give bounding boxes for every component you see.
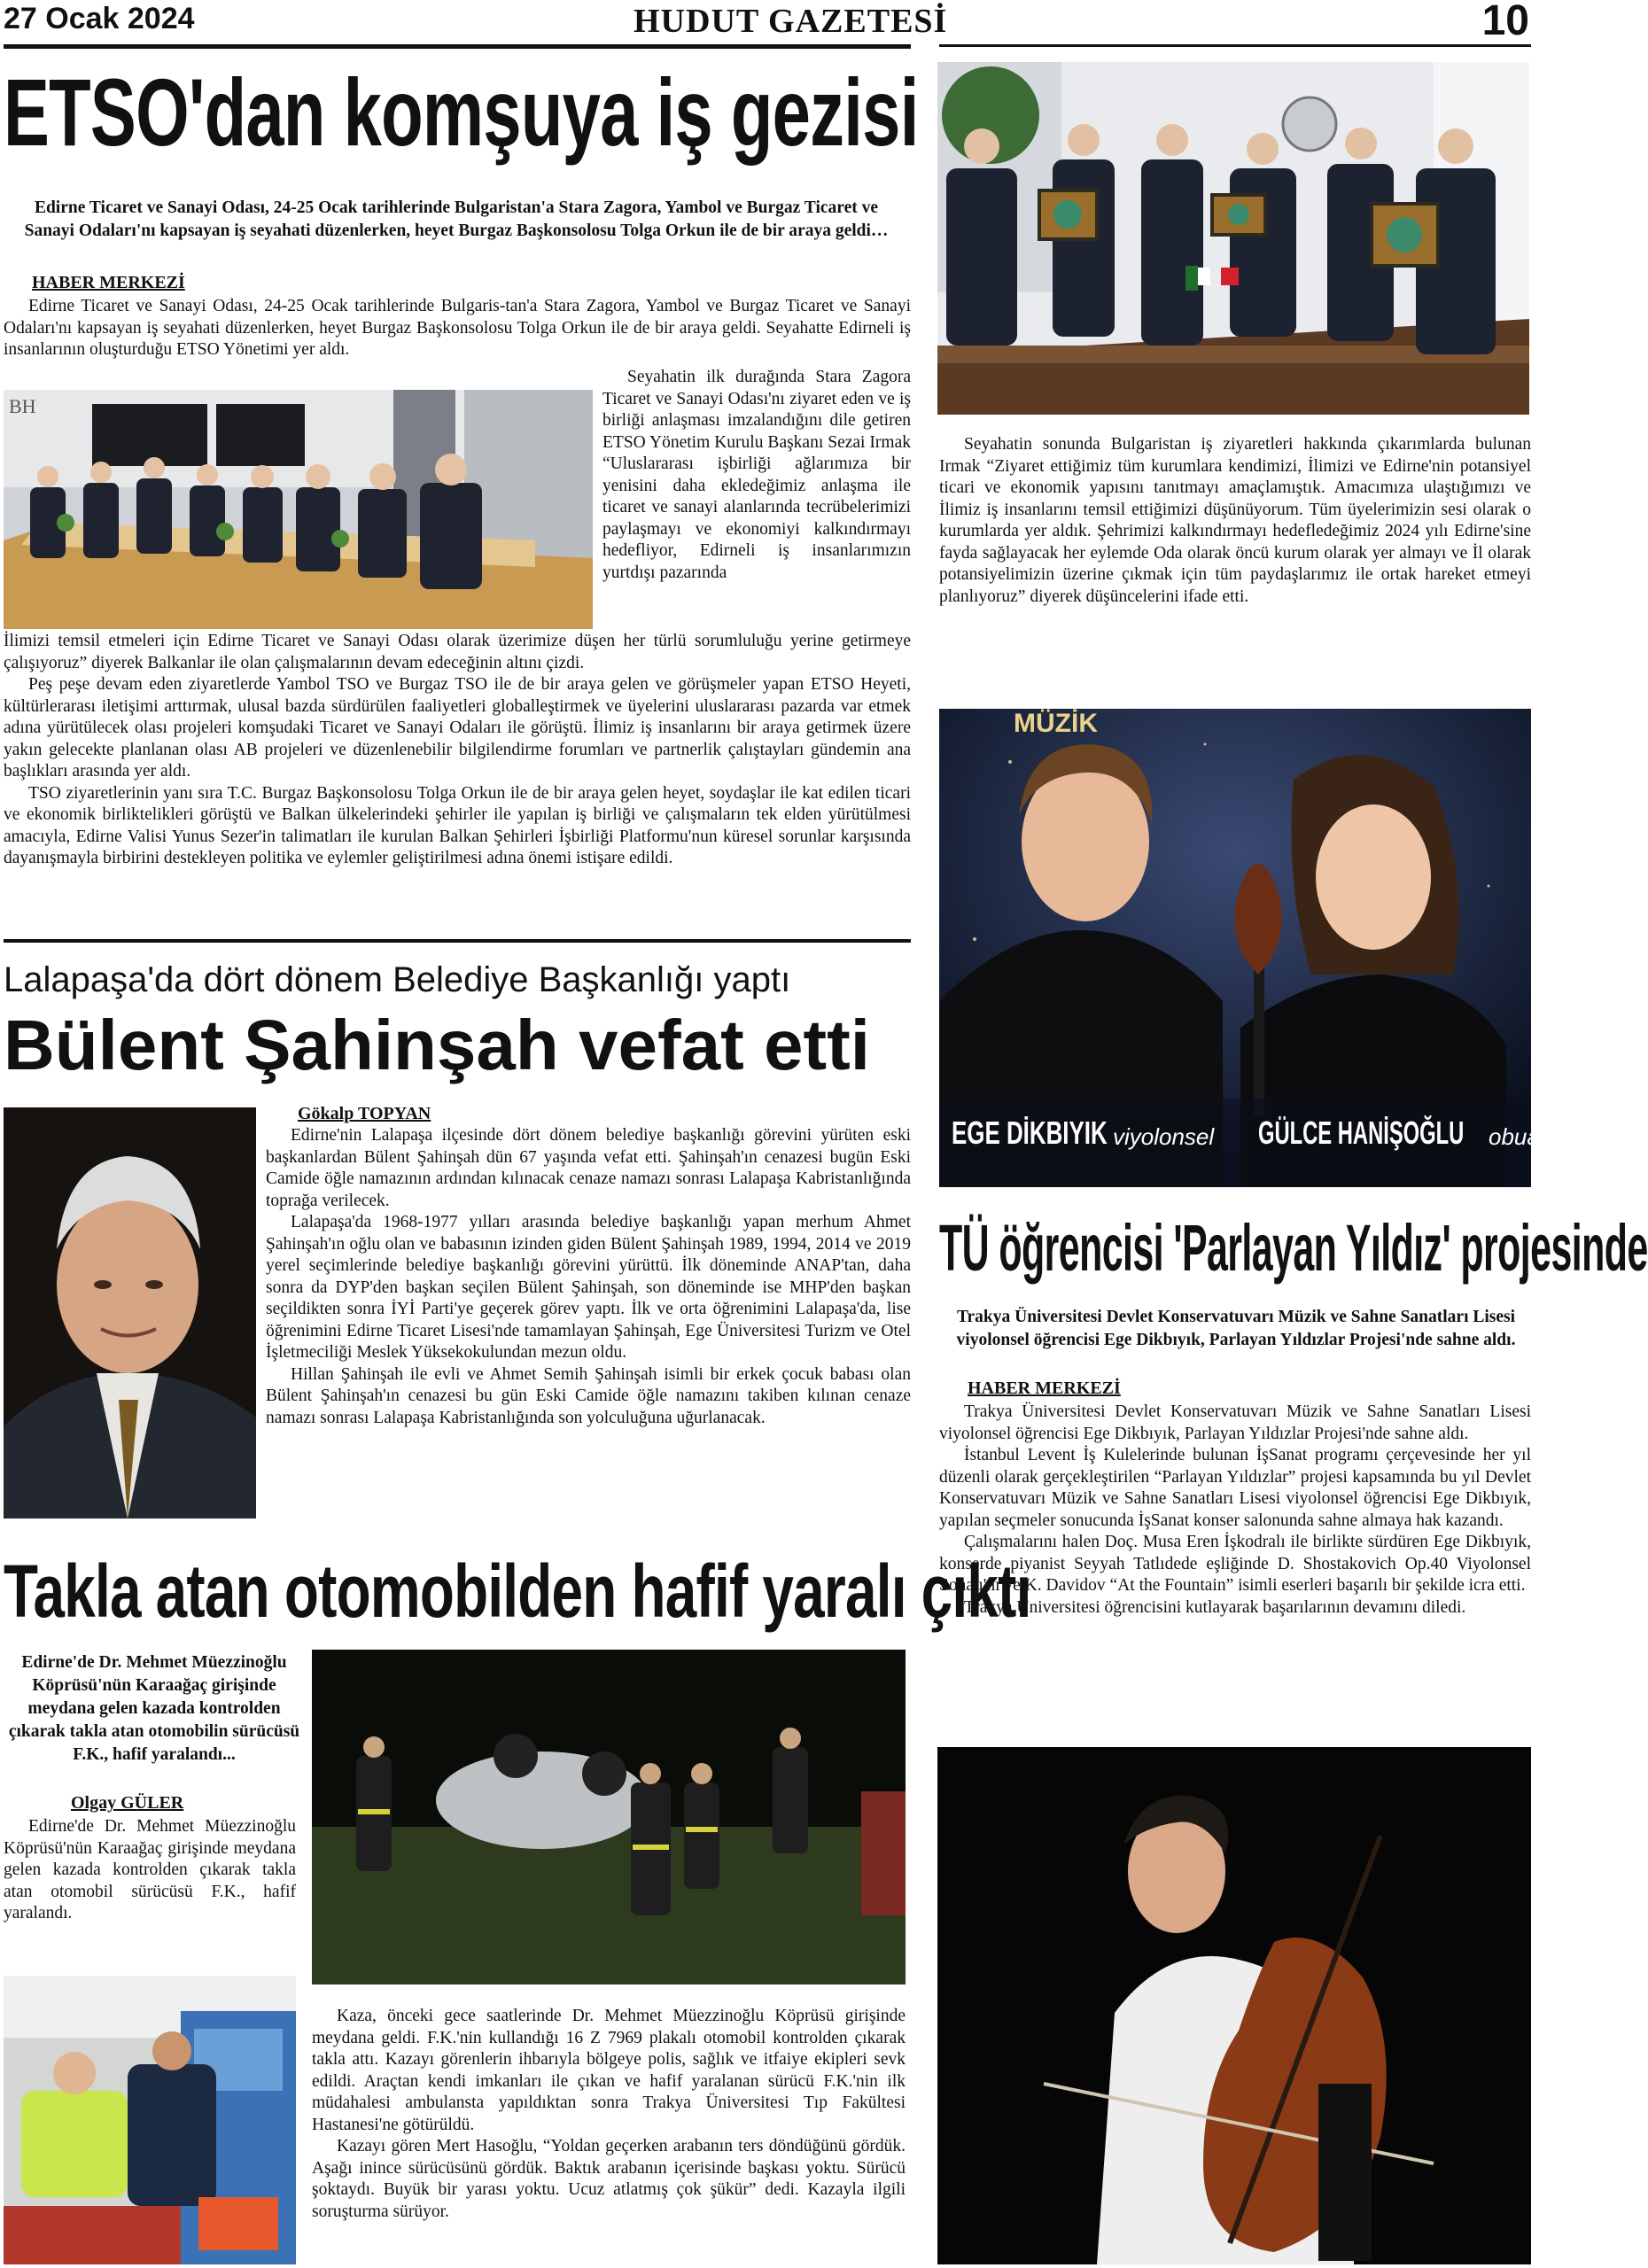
- ambulance-photo: [4, 1976, 296, 2264]
- obituary-paragraph-1: Edirne'nin Lalapaşa ilçesinde dört dönem belediye başkanlığı görevini yürüten eski başkanlardan Bülent Şahinşah dün 67 yaşında vefat etti. Şahinşah'ın cenazesi bugün Eski Camide öğle namazının ardından kılınacak cenaze namazı sonrası Lalapaşa Kabristanlığında toprağa verilecek.: [266, 1126, 911, 1210]
- tu-paragraph-4: Trakya Üniversitesi öğrencisini kutlayarak başarılarının devamını diledi.: [964, 1597, 1466, 1617]
- accident-headline: Takla atan otomobilden hafif yaralı çıktı: [4, 1550, 1031, 1633]
- etso-article-body: [4, 631, 911, 870]
- etso-paragraph-2b: İlimizi temsil etmeleri için Edirne Ticaret ve Sanayi Odası olarak üzerimize düşen her türlü sorumluluğu yerine getirmeye çalışıyoruz” diyerek Balkanlar ile olan çalışmalarının devam edeceğinin altını çizdi.: [4, 632, 911, 672]
- newspaper-name: HUDUT GAZETESİ: [634, 3, 948, 40]
- etso-article-conclusion: [939, 434, 1531, 608]
- accident-byline: Olgay GÜLER: [71, 1793, 184, 1813]
- obituary-body: [266, 1125, 911, 1429]
- masthead-rule: [4, 44, 911, 49]
- etso-article-lead: [4, 296, 911, 361]
- etso-plaque-photo: [937, 62, 1529, 415]
- etso-article-wrap: [602, 367, 911, 584]
- obituary-paragraph-3: Hillan Şahinşah ile evli ve Ahmet Semih Şahinşah isimli bir erkek çocuk babası olan Bülent Şahinşah'ın cenazesi bu gün Eski Camide öğle namazını takiben kılınan cenaze namazı sonrası Lalapaşa Kabristanlığında son yolculuğuna uğurlanacak.: [266, 1364, 911, 1427]
- tu-body: [939, 1402, 1531, 1619]
- obituary-byline: Gökalp TOPYAN: [298, 1104, 431, 1123]
- accident-deck: Edirne'de Dr. Mehmet Müezzinoğlu Köprüsü'nün Karaağaç girişinde meydana gelen kazada kontrolden çıkarak takla atan otomobilin sürücüsü F.K., hafif yaralandı...: [8, 1653, 300, 1764]
- bh-logo: BH: [9, 395, 36, 417]
- accident-paragraph-2: Kaza, önceki gece saatlerinde Dr. Mehmet Müezzinoğlu Köprüsü girişinde meydana geldi. F.K.'nin kullandığı 16 Z 7969 plakalı otomobil kontrolden çıkarak takla attı. Kazayı görenlerin ihbarıyla bölgeye polis, sağlık ve itfaiye ekipleri sevk edildi. Araçtan kendi imkanları ile çıkan ve hafif yaralanan sürücü F.K.'nin ilk müdahalesi ambulansta yapıldıktan sonra Trakya Üniversitesi Tıp Fakültesi Hastanesi'ne götürüldü.: [312, 2007, 906, 2134]
- poster-role-2: obua: [1489, 1123, 1540, 1150]
- obituary-paragraph-2: Lalapaşa'da 1968-1977 yılları arasında belediye başkanlığı yapan merhum Ahmet Şahinşah'ın oğlu olan ve babasının izinden giden Bülent Şahinşah 1989, 1994, 2014 ve 2019 yerel seçimlerinde belediye başkanlığı görevini yürüttü. İlk döneminde ANAP'tan, daha sonra da DYP'den başkan seçilen Bülent Şahinşah, son döneminde ise MHP'den başkan seçildikten sonra İYİ Parti'ye geçerek görev yaptı. İlk ve orta öğrenimini Lalapaşa'da, lise öğrenimini Edirne Ticaret Lisesi'nde tamamlayan Şahinşah, Ege Üniversitesi Turizm ve Otel İşletmeciliği Meslek Yüksekokulundan mezun oldu.: [266, 1213, 911, 1362]
- section-divider-1: [4, 939, 911, 943]
- obituary-headline: Bülent Şahinşah vefat etti: [4, 1006, 870, 1084]
- cellist-photo: [937, 1747, 1531, 2264]
- etso-paragraph-3: Peş peşe devam eden ziyaretlerde Yambol TSO ve Burgaz TSO ile de bir araya gelen ve görüşmeler yapan ETSO Heyeti, kültürlerarası iletişimi arttırmak, ulusal bazda sürdürülen faaliyetleri globalleştirmek ve üyelerini uluslararası pazarda var etmek adına yürütülecek olası projeleri komşudaki Ticaret ve Sanayi Odaları ile görüştü. İlimiz iş insanlarını bir araya getirmek üzere yakın gelecekte planlanan olası AB projeleri ve düzenlenebilir bilgilendirme forumları ve partnerlik çalıştayları gündemin ana başlıkları arasında yer aldı.: [4, 675, 911, 781]
- concert-poster: [939, 709, 1540, 1187]
- issue-date: 27 Ocak 2024: [4, 2, 195, 35]
- page-number: 10: [1481, 0, 1529, 44]
- accident-paragraph-3: Kazayı gören Mert Hasoğlu, “Yoldan geçerken arabanın ters döndüğünü gördük. Aşağı inince sürücüsünü gördük. Baktık arabanın içerisinde başkası yoktu. Sürücü şoktaydı. Buyük bir yarası yoktu. Ucuz atlatmış çok şükür” dedi. Kazayla ilgili soruşturma sürüyor.: [312, 2137, 906, 2221]
- tu-paragraph-2: İstanbul Levent İş Kulelerinde bulunan İşSanat programı çerçevesinde her yıl düzenli olarak gerçekleştirilen “Parlayan Yıldızlar” projesi kapsamında bu yıl Devlet Konservatuvarı Müzik ve Sahne Sanatları Lisesi viyolonsel öğrencisi Ege Dikbıyık, yapılan seçmeler sonucunda İşSanat konser salonunda sahne almaya hak kazandı.: [939, 1446, 1531, 1530]
- tu-deck: Trakya Üniversitesi Devlet Konservatuvarı Müzik ve Sahne Sanatları Lisesi viyolonsel öğrencisi Ege Dikbıyık, Parlayan Yıldızlar Projesi'nde sahne aldı.: [956, 1308, 1516, 1349]
- poster-label: MÜZİK: [1014, 709, 1098, 738]
- sahinsah-portrait: [4, 1107, 256, 1518]
- etso-paragraph-4: TSO ziyaretlerinin yanı sıra T.C. Burgaz Başkonsolosu Tolga Orkun ile de bir araya gelen heyet, soydaşlar ile kat edilen ticari ve ekonomik birliktelikleri görüştü ve Balkan ülkelerindeki şehirler ile yapılan iş birliği ve çalışmaların tek elden yürütülmesi amacıyla, Edirne Valisi Yunus Sezer'in talimatları ile kurulan Balkan Şehirleri İşbirliği Platformu'nun küresel sorunlar karşısında dayanışmayla birbirini destekleyen politika ve eylemler geliştirilmesi adına önemi istişare edildi.: [4, 783, 911, 867]
- tu-byline: HABER MERKEZİ: [968, 1379, 1121, 1398]
- etso-paragraph-5: Seyahatin sonunda Bulgaristan iş ziyaretleri hakkında çıkarımlarda bulunan Irmak “Ziyaret ettiğimiz tüm kurumlara kendimizi, İlimizi ve Edirne'nin potansiyel ticari ve ekonomik yapısını tanıtmayı amaçlamıştık. Amacımıza ulaştığımızı ve İlimiz iş insanlarını temsil ettiğimizi düşünüyorum. Tüm üyelerimizin sesi olarak o kurumlarda yer aldık. Şehrimizi kalkındırmayı hedefledeğimiz 2024 yılı Edirne'sine fayda sağlayacak her eylemde Oda olarak öncü kurum olarak yer almayı ve İl olarak potansiyelimizin üzerine çıkmak için tüm paydaşlarımız ile ortak hareket etmeyi planlıyoruz” diyerek düşüncelerini ifade etti.: [939, 435, 1531, 606]
- masthead-rule-right: [939, 44, 1531, 47]
- accident-lead: [4, 1816, 296, 1925]
- tu-paragraph-1: Trakya Üniversitesi Devlet Konservatuvarı Müzik ve Sahne Sanatları Lisesi viyolonsel öğrencisi Ege Dikbıyık, Parlayan Yıldızlar Projesi'nde sahne aldı.: [939, 1402, 1531, 1443]
- accident-body: [312, 2006, 906, 2223]
- poster-role-1: viyolonsel: [1113, 1123, 1215, 1150]
- tu-headline: TÜ öğrencisi 'Parlayan Yıldız' projesinde: [939, 1211, 1648, 1285]
- etso-meeting-photo: [4, 390, 593, 629]
- etso-headline: ETSO'dan komşuya iş gezisi: [4, 58, 919, 166]
- accident-paragraph-1: Edirne'de Dr. Mehmet Müezzinoğlu Köprüsü'nün Karaağaç girişinde meydana gelen kazada kontrolden çıkarak takla atan otomobil sürücüsü F.K., hafif yaralandı.: [4, 1817, 296, 1922]
- tu-paragraph-3: Çalışmalarını halen Doç. Musa Eren İşkodralı ile birlikte sürdüren Ege Dikbıyık, konserde piyanist Seyyah Tatlıdede eşliğinde D. Shostakovich Op.40 Viyolonsel Sonatı'nı ve K. Davidov “At the Fountain” isimli eserleri başarılı bir şekilde icra etti.: [939, 1533, 1531, 1595]
- poster-name-1: EGE DİKBIYIK: [952, 1115, 1108, 1151]
- etso-paragraph-2a: Seyahatin ilk durağında Stara Zagora Ticaret ve Sanayi Odası'nı ziyaret eden ve iş birliği anlaşması imzalandığını dile getiren ETSO Yönetim Kurulu Başkanı Sezai Irmak “Uluslararası işbirliği ağlarımıza bir yenisini daha ekledeğimiz anlaşma ile ticaret ve sanayi alanlarında tecrübelerimizi paylaşmayı ve ekonomiyi kalkındırmayı hedefliyor, Edirneli iş insanlarımızın yurtdışı pazarında: [602, 368, 911, 582]
- accident-scene-photo: [312, 1650, 906, 1984]
- etso-deck: Edirne Ticaret ve Sanayi Odası, 24-25 Ocak tarihlerinde Bulgaristan'a Stara Zagora, Yambol ve Burgaz Ticaret ve Sanayi Odaları'nı kapsayan iş seyahati düzenlerken, heyet Burgaz Başkonsolosu Tolga Orkun ile de bir araya geldi…: [24, 198, 889, 240]
- etso-paragraph-1: Edirne Ticaret ve Sanayi Odası, 24-25 Ocak tarihlerinde Bulgaris-tan'a Stara Zagora, Yambol ve Burgaz Ticaret ve Sanayi Odaları'nı kapsayan iş seyahati düzenlerken, heyet Burgaz Başkonsolosu Tolga Orkun ile de bir araya geldi. Seyahatte Edirneli iş insanlarının oluşturduğu ETSO Yönetimi yer aldı.: [4, 297, 911, 359]
- etso-byline: HABER MERKEZİ: [32, 273, 185, 292]
- obituary-kicker: Lalapaşa'da dört dönem Belediye Başkanlığı yaptı: [4, 960, 791, 999]
- poster-name-2: GÜLCE HANİŞOĞLU: [1258, 1115, 1465, 1151]
